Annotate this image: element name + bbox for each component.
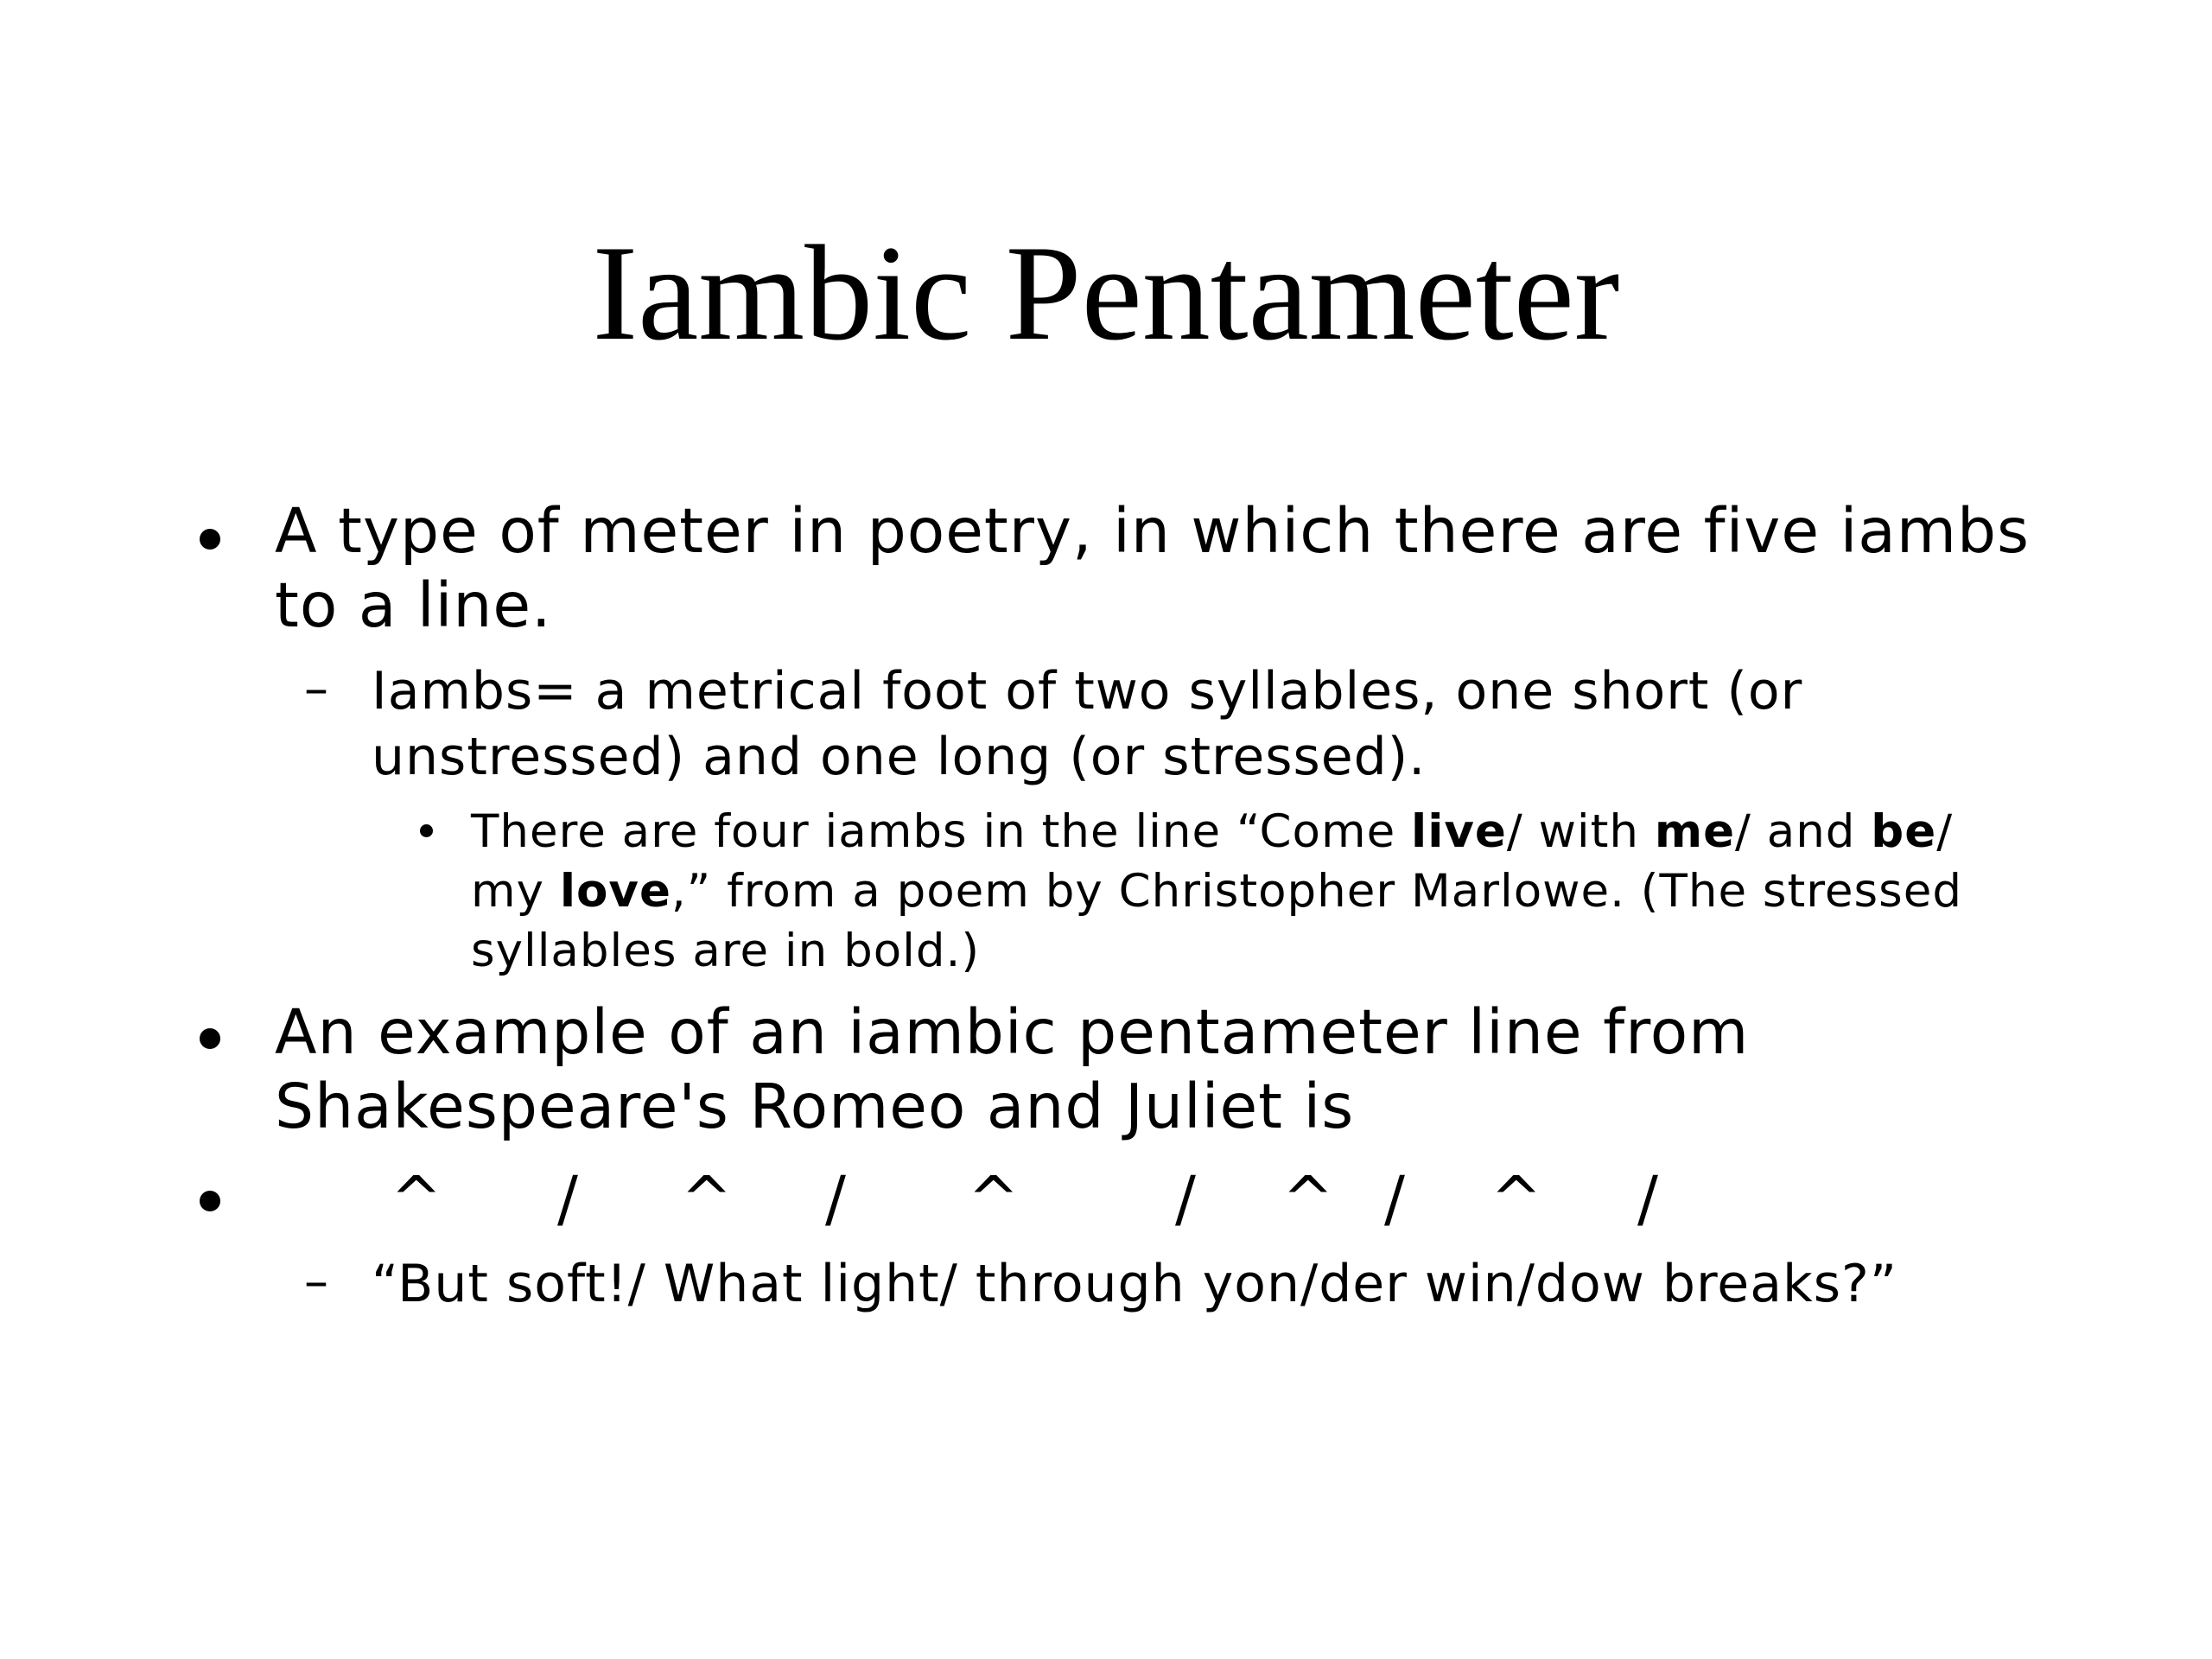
- stress-mark-10: /: [1637, 1163, 1658, 1235]
- slide-title: Iambic Pentameter: [592, 218, 1620, 369]
- bold-be: be: [1871, 805, 1937, 858]
- text-part-2: / with: [1506, 805, 1655, 858]
- dash-2: –: [304, 1254, 328, 1310]
- sub-sub-bullet-text: [471, 802, 2018, 981]
- bullet-1-text: A type of meter in poetry, in which there are five iambs to a line.: [275, 495, 2031, 641]
- bold-love: love: [559, 865, 671, 918]
- shakespeare-line: “But soft!/ What light/ through yon/der win/dow breaks?”: [372, 1254, 1897, 1314]
- stress-mark-2: /: [557, 1163, 578, 1235]
- stress-mark-8: /: [1384, 1163, 1405, 1235]
- bold-live: live: [1411, 805, 1507, 858]
- bold-me: me: [1654, 805, 1736, 858]
- small-bullet-dot: [420, 824, 433, 837]
- stress-mark-4: /: [825, 1163, 846, 1235]
- text-part-3: / and: [1735, 805, 1872, 858]
- text-part-1: There are four iambs in the line “Come: [471, 805, 1412, 858]
- bullet-dot-2: [200, 1028, 220, 1049]
- stress-mark-5: ^: [968, 1163, 1020, 1235]
- stress-mark-9: ^: [1491, 1163, 1542, 1235]
- text-part-5: ,” from a poem by Christopher Marlowe. (The stressed syllables are in bold.): [471, 865, 1962, 977]
- stress-mark-6: /: [1175, 1163, 1196, 1235]
- stress-mark-3: ^: [681, 1163, 733, 1235]
- dash-1: –: [304, 661, 328, 717]
- stress-mark-1: ^: [391, 1163, 442, 1235]
- bullet-2-text: An example of an iambic pentameter line from Shakespeare's Romeo and Juliet is: [275, 996, 1750, 1142]
- sub-bullet-1-text: Iambs= a metrical foot of two syllables, one short (or unstressed) and one long (or stressed).: [372, 661, 1803, 787]
- bullet-dot-3: [200, 1191, 220, 1211]
- stress-mark-7: ^: [1282, 1163, 1334, 1235]
- bullet-dot-1: [200, 529, 220, 550]
- text-part-4: / my: [471, 805, 1954, 918]
